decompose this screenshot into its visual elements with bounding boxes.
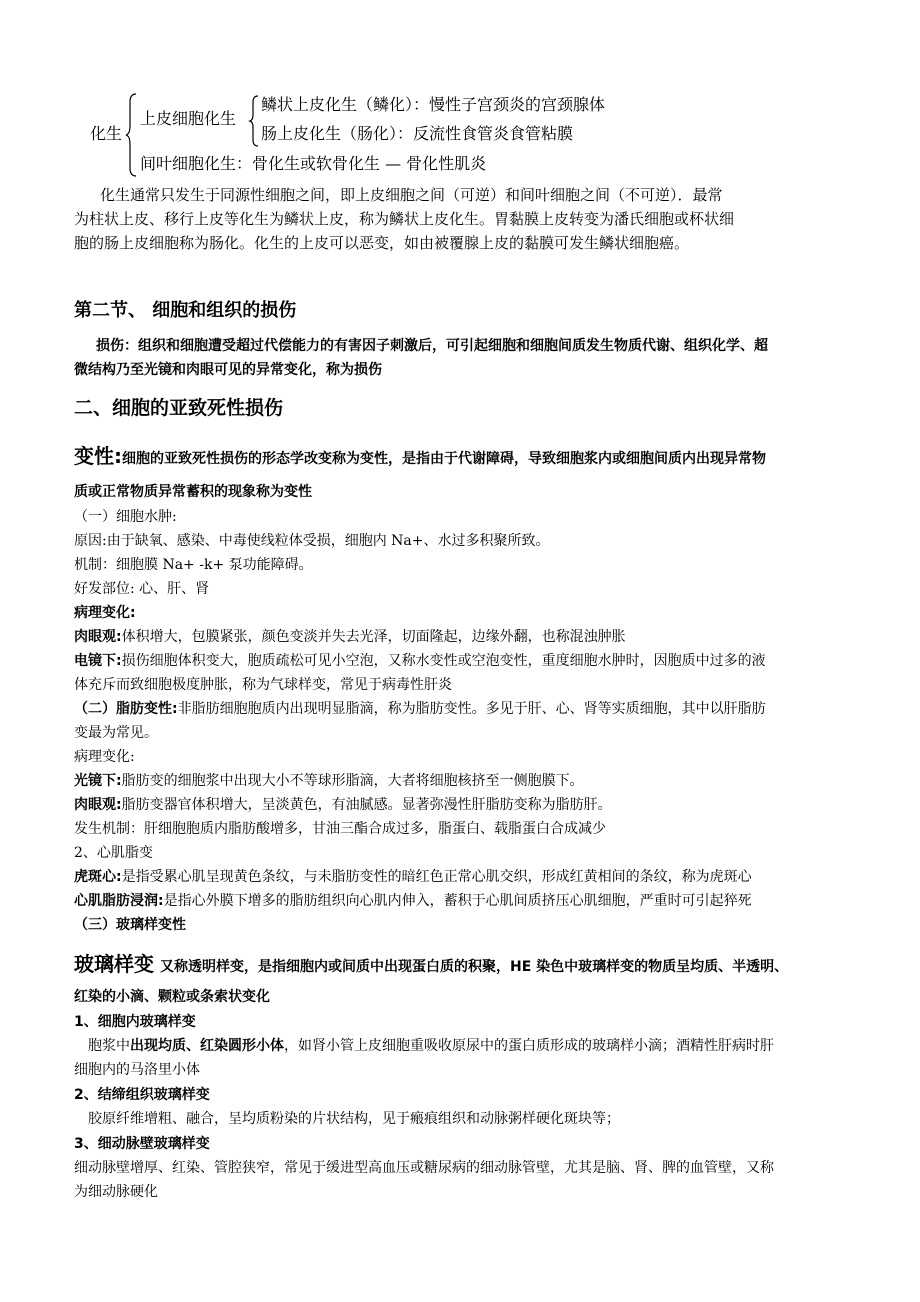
tiger-text: 是指受累心肌呈现黄色条纹，与未脂肪变性的暗红色正常心肌交织，形成红黄相间的条纹，称为虎斑心 <box>121 869 752 885</box>
swelling-gross <box>74 629 626 646</box>
fatty-label: （二）脂肪变性: <box>74 701 178 717</box>
s1-pre: 胞浆中 <box>88 1038 130 1054</box>
hyaline-s1-line-2: 细胞内的马洛里小体 <box>74 1062 200 1078</box>
diagram-intestinal: 肠上皮化生（肠化）：反流性食管炎食管粘膜 <box>261 124 574 143</box>
fatty-gross <box>74 797 612 814</box>
swelling-mechanism: 机制：细胞膜 Na+ -k+ 泵功能障碍。 <box>74 557 313 573</box>
hyaline-s3-line-2: 为细动脉硬化 <box>74 1184 158 1200</box>
tiger-label: 虎斑心: <box>74 869 122 885</box>
hyaline-line-2: 红染的小滴、颗粒或条索状变化 <box>74 989 270 1005</box>
degeneration-line-1 <box>74 444 766 468</box>
infil-label: 心肌脂肪浸润: <box>74 893 164 909</box>
section-title: 第二节、 细胞和组织的损伤 <box>74 300 297 321</box>
swelling-cause: 原因:由于缺氧、感染、中毒使线粒体受损，细胞内 Na+、水过多积聚所致。 <box>74 533 550 549</box>
lm-label: 光镜下: <box>74 773 122 789</box>
injury-def-line-2: 微结构乃至光镜和肉眼可见的异常变化，称为损伤 <box>74 362 382 378</box>
hyaline-s1-title: 1、细胞内玻璃样变 <box>74 1014 196 1030</box>
fatty-text-1: 非脂肪细胞胞质内出现明显脂滴，称为脂肪变性。多见于肝、心、肾等实质细胞，其中以肝脂肪 <box>177 701 766 717</box>
hyaline-s2-title: 2、结缔组织玻璃样变 <box>74 1087 210 1103</box>
fatty-lm <box>74 773 584 790</box>
degeneration-line-2: 质或正常物质异常蓄积的现象称为变性 <box>74 484 312 500</box>
metaplasia-line-3: 胞的肠上皮细胞称为肠化。化生的上皮可以恶变，如由被覆腺上皮的黏膜可发生鳞状细胞癌。 <box>74 234 690 252</box>
hyaline-term: 玻璃样变 <box>74 952 154 976</box>
em-label: 电镜下: <box>74 653 122 669</box>
subsection-title: 二、细胞的亚致死性损伤 <box>74 397 284 419</box>
metaplasia-line-1: 化生通常只发生于同源性细胞之间，即上皮细胞之间（可逆）和间叶细胞之间（不可逆）．最常 <box>100 186 723 204</box>
fatty-path-heading: 病理变化: <box>74 749 135 765</box>
hyaline-text-1: 又称透明样变，是指细胞内或间质中出现蛋白质的积聚，HE 染色中玻璃样变的物质呈均质、半透明、 <box>160 959 789 975</box>
diagram-root: 化生 <box>90 124 123 143</box>
injury-def-line-1: 损伤：组织和细胞遭受超过代偿能力的有害因子刺激后，可引起细胞和细胞间质发生物质代谢、组织化学、超 <box>96 338 768 354</box>
fatty-gross-label: 肉眼观: <box>74 797 122 813</box>
swelling-path-heading: 病理变化: <box>74 605 136 621</box>
hyaline-s1-line-1 <box>88 1038 774 1055</box>
fatty-line-2: 变最为常见。 <box>74 725 158 741</box>
inner-brace-icon <box>248 94 260 148</box>
hyaline-s2-text: 胶原纤维增粗、融合，呈均质粉染的片状结构，见于瘢痕组织和动脉粥样硬化斑块等； <box>88 1111 620 1127</box>
swelling-em <box>74 653 766 670</box>
hyaline-line-1 <box>74 952 788 976</box>
diagram-squamous: 鳞状上皮化生（鳞化）：慢性子宫颈炎的宫颈腺体 <box>261 95 606 114</box>
metaplasia-line-2: 为柱状上皮、移行上皮等化生为鳞状上皮，称为鳞状上皮化生。胃黏膜上皮转变为潘氏细胞或杯状细 <box>74 210 735 228</box>
lm-text: 脂肪变的细胞浆中出现大小不等球形脂滴，大者将细胞核挤至一侧胞膜下。 <box>121 773 584 789</box>
swelling-sites: 好发部位: 心、肝、肾 <box>74 581 210 597</box>
outer-brace-icon <box>124 92 138 178</box>
degeneration-text: 细胞的亚致死性损伤的形态学改变称为变性，是指由于代谢障碍，导致细胞浆内或细胞间质内出现异常物 <box>122 451 766 467</box>
hyaline-s3-line-1: 细动脉壁增厚、红染、管腔狭窄，常见于缓进型高血压或糖尿病的细动脉管壁，尤其是脑、肾、脾的血管壁，又称 <box>74 1160 774 1176</box>
fatty-line-1 <box>74 701 766 718</box>
gross-text: 体积增大，包膜紧张，颜色变淡并失去光泽，切面隆起，边缘外翻，也称混浊肿胀 <box>121 629 626 645</box>
myocardial-infiltration <box>74 893 752 910</box>
swelling-em-line-2: 体充斥而致细胞极度肿胀，称为气球样变，常见于病毒性肝炎 <box>74 677 452 693</box>
myocardial-fatty: 2、心肌脂变 <box>74 845 153 861</box>
em-text-1: 损伤细胞体积变大，胞质疏松可见小空泡，又称水变性或空泡变性，重度细胞水肿时，因胞质中过多的液 <box>121 653 766 669</box>
infil-text: 是指心外膜下增多的脂肪组织向心肌内伸入，蓄积于心肌间质挤压心肌细胞，严重时可引起猝死 <box>163 893 752 909</box>
diagram-epithelial: 上皮细胞化生 <box>140 109 237 128</box>
degeneration-term: 变性: <box>74 444 122 468</box>
swelling-heading: （一）细胞水肿: <box>74 509 177 525</box>
hyaline-heading: （三）玻璃样变性 <box>74 917 186 933</box>
gross-label: 肉眼观: <box>74 629 122 645</box>
diagram-mesenchymal: 间叶细胞化生：骨化生或软骨化生 — 骨化性肌炎 <box>140 154 487 173</box>
fatty-gross-text: 脂肪变器官体积增大，呈淡黄色，有油腻感。显著弥漫性肝脂肪变称为脂肪肝。 <box>121 797 612 813</box>
hyaline-s3-title: 3、细动脉壁玻璃样变 <box>74 1136 210 1152</box>
fatty-mechanism: 发生机制：肝细胞胞质内脂肪酸增多，甘油三酯合成过多，脂蛋白、载脂蛋白合成减少 <box>74 821 606 837</box>
s1-bold: 出现均质、红染圆形小体 <box>130 1038 284 1054</box>
s1-rest: ，如肾小管上皮细胞重吸收原尿中的蛋白质形成的玻璃样小滴；酒精性肝病时肝 <box>284 1038 774 1054</box>
tiger-heart <box>74 869 752 886</box>
